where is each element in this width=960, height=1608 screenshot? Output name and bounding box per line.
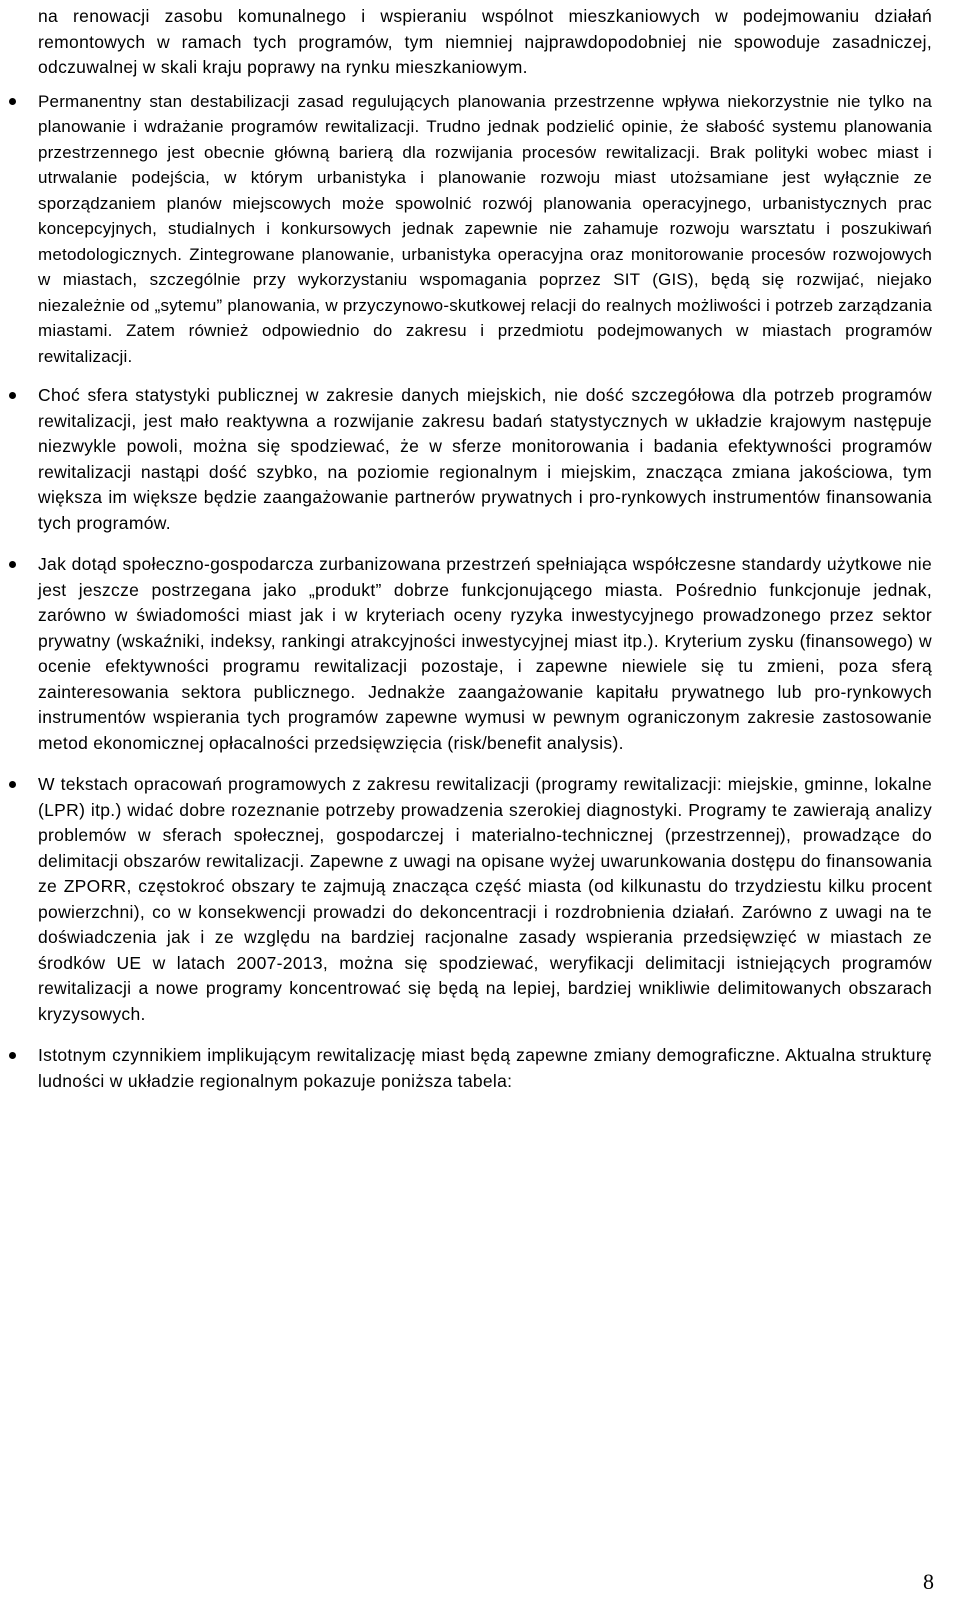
list-item [38,1043,932,1094]
list-item [38,383,932,536]
list-item-text: Istotnym czynnikiem implikującym rewitalizację miast będą zapewne zmiany demograficzne. Aktualna strukturę ludności w układzie regionalnym pokazuje poniższa tabela: [38,1045,932,1091]
bullet-icon [9,561,16,568]
lead-paragraph: na renowacji zasobu komunalnego i wspieraniu wspólnot mieszkaniowych w podejmowaniu działań remontowych w ramach tych programów, tym niemniej najprawdopodobniej nie spowoduje zasadniczej, odczuwalnej w skali kraju poprawy na rynku mieszkaniowym. [38,6,932,77]
bullet-icon [9,1052,16,1059]
document-body [38,0,932,1110]
list-item-text: Choć sfera statystyki publicznej w zakresie danych miejskich, nie dość szczegółowa dla potrzeb programów rewitalizacji, jest mało reaktywna a rozwijanie zakresu badań statystycznych w układzie krajowym następuje niezwykle powoli, można się spodziewać, że w sferze monitorowania i badania efektywności programów rewitalizacji nastąpi dość szybko, na poziomie regionalnym i miejskim, znacząca zmiana jakościowa, tym większa im większe będzie zaangażowanie partnerów prywatnych i pro-rynkowych instrumentów finansowania tych programów. [38,385,932,533]
list-item-text: W tekstach opracowań programowych z zakresu rewitalizacji (programy rewitalizacji: miejskie, gminne, lokalne (LPR) itp.) widać dobre rozeznanie potrzeby prowadzenia szerokiej diagnostyki. Programy te zawierają analizy problemów w sferach społecznej, gospodarczej i materialno-technicznej (przestrzennej), prowadzące do delimitacji obszarów rewitalizacji. Zapewne z uwagi na opisane wyżej uwarunkowania dostępu do finansowania ze ZPORR, częstokroć obszary te zajmują znacząca część miasta (od kilkunastu do trzydziestu kilku procent powierzchni), co w konsekwencji prowadzi do dekoncentracji i rozdrobnienia działań. Zarówno z uwagi na te doświadczenia jak i ze względu na bardziej racjonalne zasady wspierania przedsięwzięć w miastach ze środków UE w latach 2007-2013, można się spodziewać, weryfikacji delimitacji istniejących programów rewitalizacji a nowe programy koncentrować się będą na lepiej, bardziej wnikliwie delimitowanych obszarach kryzysowych. [38,774,932,1024]
list-item [38,552,932,756]
bullet-icon [9,781,16,788]
bullet-list [38,89,932,1095]
list-item [38,772,932,1027]
list-item-text: Jak dotąd społeczno-gospodarcza zurbanizowana przestrzeń spełniająca współczesne standardy użytkowe nie jest jeszcze postrzegana jako „produkt” dobrze funkcjonującego miasta. Pośrednio funkcjonuje jednak, zarówno w świadomości miast jak i w kryteriach oceny ryzyka inwestycyjnego prowadzonego przez sektor prywatny (wskaźniki, indeksy, rankingi atrakcyjności inwestycyjnej miast itp.). Kryterium zysku (finansowego) w ocenie efektywności programu rewitalizacji pozostaje, i zapewne niewiele się tu zmieni, poza sferą zainteresowania sektora publicznego. Jednakże zaangażowanie kapitału prywatnego lub pro-rynkowych instrumentów wspierania tych programów zapewne wymusi w pewnym ograniczonym zakresie zastosowanie metod ekonomicznej opłacalności przedsięwzięcia (risk/benefit analysis). [38,554,932,753]
list-item-text: Permanentny stan destabilizacji zasad regulujących planowania przestrzenne wpływa niekorzystnie nie tylko na planowanie i wdrażanie programów rewitalizacji. Trudno jednak podzielić opinie, że słabość systemu planowania przestrzennego jest obecnie główną barierą dla rozwijania procesów rewitalizacji. Brak polityki wobec miast i utrwalanie podejścia, w którym urbanistyka i planowanie rozwoju miast utożsamiane jest wyłącznie ze sporządzaniem planów miejscowych może spowolnić rozwój planowania operacyjnego, urbanistycznych prac koncepcyjnych, studialnych i konkursowych jednak zapewnie nie zahamuje rozwoju warsztatu i poszukiwań metodologicznych. Zintegrowane planowanie, urbanistyka operacyjna oraz monitorowanie procesów rozwojowych w miastach, szczególnie przy wykorzystaniu wspomagania poprzez SIT (GIS), będą się rozwijać, niejako niezależnie od „sytemu” planowania, w przyczynowo-skutkowej relacji do realnych możliwości i potrzeb zarządzania miastami. Zatem również odpowiednio do zakresu i przedmiotu podejmowanych w miastach programów rewitalizacji. [38,91,932,366]
bullet-icon [9,98,16,105]
page-number: 8 [923,1569,934,1594]
list-item [38,89,932,370]
bullet-icon [9,392,16,399]
